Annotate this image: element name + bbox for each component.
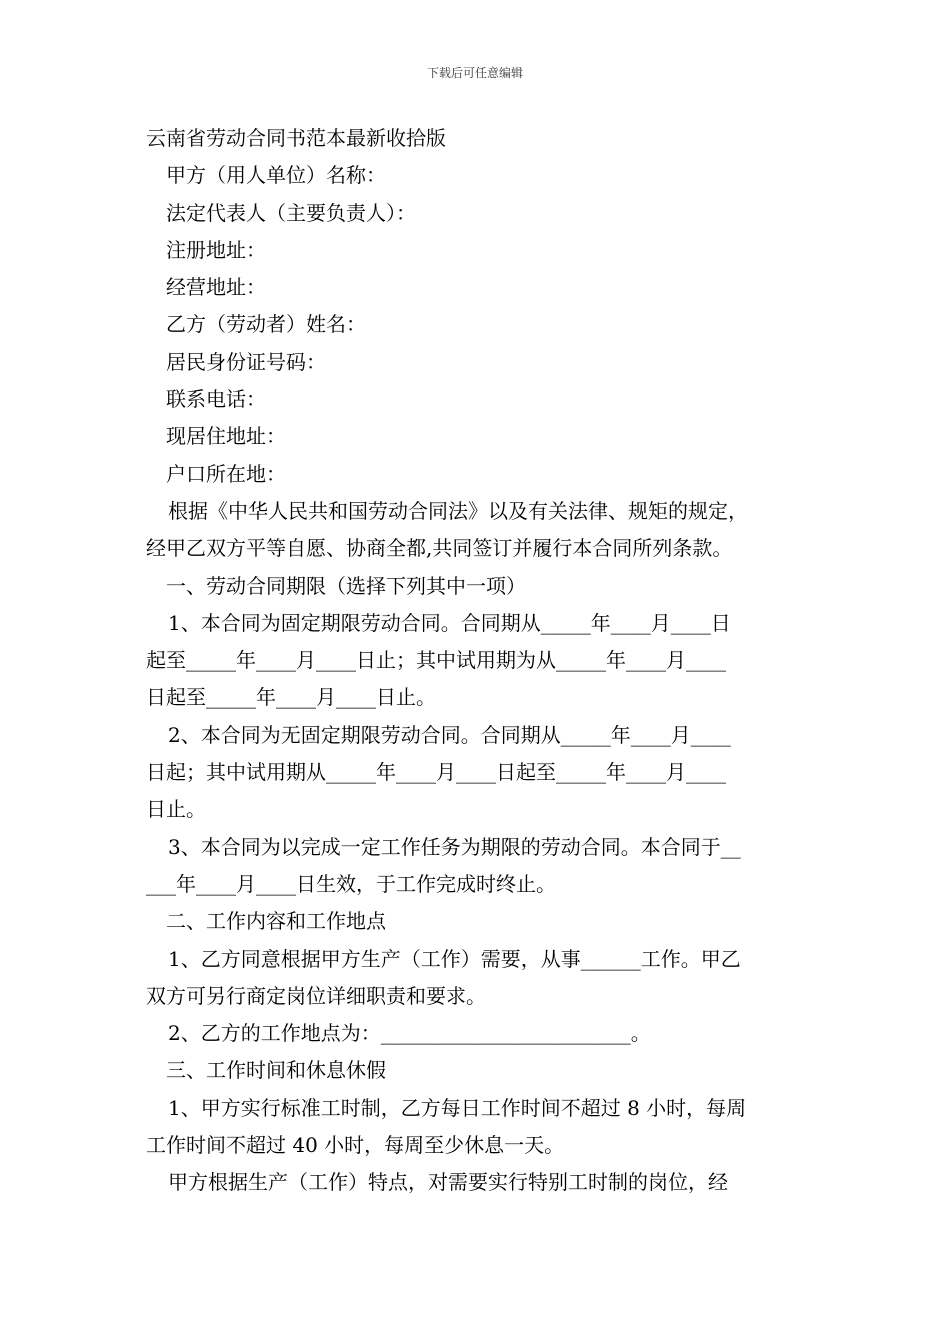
document-line: 户口所在地： <box>166 461 286 486</box>
document-line: 三、工作时间和休息休假 <box>166 1058 386 1083</box>
document-line: 经营地址： <box>166 275 266 300</box>
document-line: 1、甲方实行标准工时制，乙方每日工作时间不超过 8 小时，每周 <box>168 1095 747 1120</box>
document-line: 乙方（劳动者）姓名： <box>166 312 366 337</box>
document-line: ___年____月____日生效，于工作完成时终止。 <box>146 871 556 896</box>
document-line: 一、劳动合同期限（选择下列其中一项） <box>166 573 526 598</box>
document-line: 日止。 <box>146 797 206 822</box>
document-line: 联系电话： <box>166 387 266 412</box>
document-line: 甲方根据生产（工作）特点，对需要实行特别工时制的岗位，经 <box>168 1170 728 1195</box>
document-line: 法定代表人（主要负责人）： <box>166 200 416 225</box>
document-line: 2、乙方的工作地点为：_________________________。 <box>168 1021 651 1046</box>
document-line: 注册地址： <box>166 237 266 262</box>
document-line: 2、本合同为无固定期限劳动合同。合同期从_____年____月____ <box>168 722 731 747</box>
document-line: 现居住地址： <box>166 424 286 449</box>
document-line: 1、乙方同意根据甲方生产（工作）需要，从事______工作。甲乙 <box>168 946 741 971</box>
document-line: 根据《中华人民共和国劳动合同法》以及有关法律、规矩的规定， <box>168 498 748 523</box>
document-title: 云南省劳动合同书范本最新收拾版 <box>146 126 446 150</box>
document-line: 起至_____年____月____日止；其中试用期为从_____年____月____ <box>146 648 726 673</box>
document-line: 居民身份证号码： <box>166 349 326 374</box>
document-line: 甲方（用人单位）名称： <box>166 163 386 188</box>
document-line: 3、本合同为以完成一定工作任务为期限的劳动合同。本合同于__ <box>168 834 741 859</box>
document-line: 经甲乙双方平等自愿、协商全都,共同签订并履行本合同所列条款。 <box>146 536 733 561</box>
document-line: 双方可另行商定岗位详细职责和要求。 <box>146 983 486 1008</box>
document-line: 工作时间不超过 40 小时，每周至少休息一天。 <box>146 1133 565 1158</box>
document-line: 日起至_____年____月____日止。 <box>146 685 436 710</box>
document-line: 二、工作内容和工作地点 <box>166 909 386 934</box>
document-line: 日起；其中试用期从_____年____月____日起至_____年____月____ <box>146 760 726 785</box>
page-header: 下载后可任意编辑 <box>426 66 523 80</box>
document-body <box>146 120 811 1202</box>
document-line: 1、本合同为固定期限劳动合同。合同期从_____年____月____日 <box>168 610 731 635</box>
